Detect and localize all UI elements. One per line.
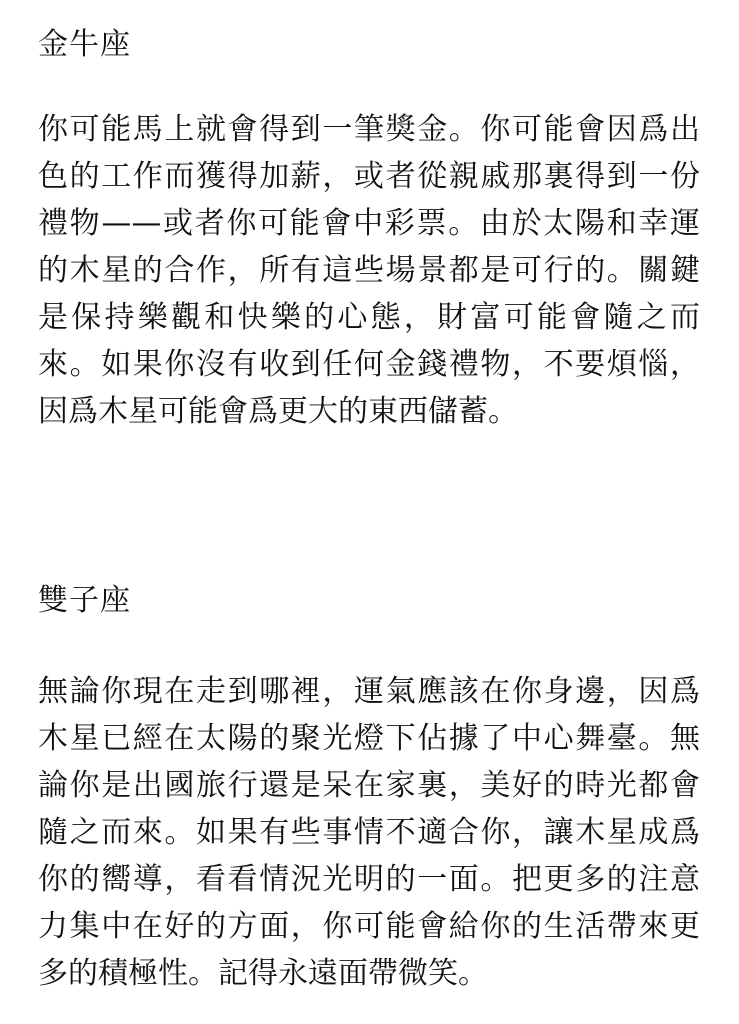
paragraph-line: 色的工作而獲得加薪，或者從親戚那裏得到一份 (38, 159, 700, 194)
section-paragraph-taurus (38, 106, 700, 435)
paragraph-line: 是保持樂觀和快樂的心態，財富可能會隨之而 (38, 300, 700, 335)
paragraph-line: 的木星的合作，所有這些場景都是可行的。關鍵 (38, 253, 700, 288)
section-paragraph-gemini (38, 668, 700, 997)
paragraph-line: 多的積極性。記得永遠面帶微笑。 (38, 956, 488, 991)
paragraph-line: 因爲木星可能會爲更大的東西儲蓄。 (38, 394, 518, 429)
section-heading-taurus: 金牛座 (38, 27, 131, 62)
paragraph-line: 禮物——或者你可能會中彩票。由於太陽和幸運 (38, 206, 700, 241)
paragraph-line: 無論你現在走到哪裡，運氣應該在你身邊，因爲 (38, 674, 700, 709)
paragraph-line: 隨之而來。如果有些事情不適合你，讓木星成爲 (38, 815, 700, 850)
section-heading-gemini: 雙子座 (38, 583, 131, 618)
paragraph-line: 論你是出國旅行還是呆在家裏，美好的時光都會 (38, 768, 700, 803)
paragraph-line: 力集中在好的方面，你可能會給你的生活帶來更 (38, 909, 700, 944)
paragraph-line: 來。如果你沒有收到任何金錢禮物，不要煩惱， (38, 347, 700, 382)
paragraph-line: 你可能馬上就會得到一筆獎金。你可能會因爲出 (38, 112, 700, 147)
paragraph-line: 你的嚮導，看看情況光明的一面。把更多的注意 (38, 862, 700, 897)
paragraph-line: 木星已經在太陽的聚光燈下佔據了中心舞臺。無 (38, 721, 700, 756)
